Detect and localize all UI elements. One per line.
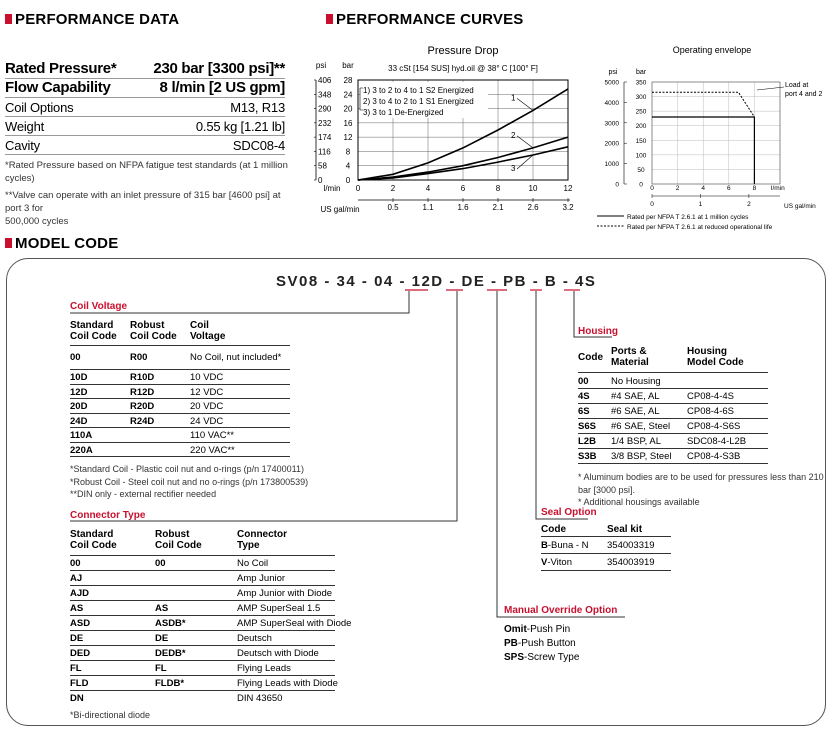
coil-note-3: **DIN only - external rectifier needed (70, 489, 217, 499)
bar-tick-label: 16 (343, 118, 353, 128)
connector-row-rule (70, 570, 335, 571)
coil-std-code: 110A (70, 430, 93, 441)
load-note-2: port 4 and 2 (785, 91, 823, 98)
connector-type-value: Deutsch with Diode (237, 648, 319, 659)
coil-std-code: 00 (70, 352, 81, 363)
coil-voltage-value: No Coil, nut included* (190, 352, 282, 363)
coil-row-rule (70, 442, 290, 443)
coil-voltage-value: 24 VDC (190, 415, 224, 427)
seal-code-header: Code (541, 524, 566, 535)
housing-ports-material: No Housing (611, 376, 661, 387)
coil-std-header: Standard Coil Code (70, 320, 117, 342)
env-gal-tick-label: 2 (747, 201, 751, 208)
psi-tick-label: 290 (318, 104, 332, 114)
env-x-tick-label: 6 (726, 185, 731, 192)
connector-row-rule (70, 690, 335, 691)
housing-ports-material: #4 SAE, AL (611, 391, 660, 402)
psi-tick-label: 0 (318, 176, 323, 185)
bar-tick-label: 28 (343, 76, 353, 85)
gal-tick-label: 1.1 (422, 203, 434, 212)
bar-tick-label: 24 (343, 90, 353, 100)
connector-std-code: FLD (70, 678, 89, 689)
psi-tick-label: 58 (318, 161, 327, 171)
envelope-title: Operating envelope (672, 45, 752, 55)
conn-type-header: Connector Type (237, 529, 287, 551)
env-gal-tick-label: 0 (650, 201, 654, 208)
env-bar-tick-label: 50 (637, 166, 645, 174)
override-option: Omit-Push Pin (504, 624, 571, 635)
connector-std-code: AJD (70, 588, 90, 599)
coil-std-code: 24D (70, 415, 88, 427)
coil-row-rule (70, 384, 290, 385)
env-gal-tick-label: 1 (698, 201, 703, 208)
flow-capability-row: Flow Capability 8 l/min [2 US gpm] (5, 79, 285, 96)
x-tick-label: 2 (390, 184, 396, 193)
bar-tick-label: 20 (343, 104, 353, 114)
connector-robust-code: DEDB* (155, 648, 186, 659)
override-leader (497, 291, 625, 617)
coil-row-rule (70, 398, 290, 399)
legend-item-2: 2) 3 to 4 to 2 to 1 S1 Energized (363, 97, 474, 106)
code-series: SV08 (276, 273, 319, 290)
callout-label-2: 2 (511, 130, 516, 140)
gal-unit-label: US gal/min (320, 205, 360, 214)
housing-code: 6S (578, 406, 590, 417)
weight-row: Weight 0.55 kg [1.21 lb] (5, 119, 285, 134)
bar-tick-label: 8 (345, 147, 351, 157)
housing-ports-material: #6 SAE, AL (611, 406, 660, 417)
housing-row-rule (578, 433, 768, 434)
override-title: Manual Override Option (504, 605, 618, 616)
coil-voltage-value: 220 VAC** (190, 444, 235, 456)
coil-voltage-header: Coil Voltage (190, 320, 226, 342)
env-x-tick-label: 0 (650, 185, 654, 192)
psi-tick-label: 174 (318, 133, 332, 143)
connector-type-value: AMP SuperSeal with Diode (237, 618, 352, 629)
connector-row-rule (70, 675, 335, 676)
connector-row-rule (70, 585, 335, 586)
connector-type-value: AMP SuperSeal 1.5 (237, 603, 321, 614)
seal-header-rule (541, 536, 671, 537)
chart-title: Pressure Drop (427, 45, 499, 57)
psi-tick-label: 116 (318, 147, 331, 157)
env-psi-tick-label: 1000 (604, 161, 619, 169)
coil-row-rule (70, 456, 290, 457)
connector-type-value: DIN 43650 (237, 693, 283, 704)
housing-row-rule (578, 403, 768, 404)
coil-voltage-value: 20 VDC (190, 401, 224, 412)
env-bar-label: bar (635, 69, 647, 76)
seal-row-rule (541, 553, 671, 554)
connector-std-code: AJ (70, 573, 83, 584)
legend-item-3: 3) 3 to 1 De-Energized (363, 108, 444, 117)
performance-curves-heading: PERFORMANCE CURVES (326, 11, 524, 28)
env-bar-tick-label: 300 (635, 94, 647, 102)
env-x-tick-label: 8 (752, 185, 757, 192)
housing-model-header: Housing Model Code (687, 346, 744, 368)
solid-legend-text: Rated per NFPA T 2.6.1 at 1 million cycles (627, 214, 749, 221)
code-function: 34 (336, 273, 357, 290)
connector-std-code: DE (70, 633, 84, 644)
seal-code-desc: V-Viton (541, 557, 572, 568)
x-tick-label: 6 (460, 184, 466, 193)
housing-code: 00 (578, 376, 589, 387)
bar-tick-label: 0 (345, 176, 351, 185)
housing-code: L2B (578, 436, 596, 447)
x-tick-label: 4 (425, 184, 431, 193)
housing-title: Housing (578, 326, 618, 337)
x-tick-label: 10 (528, 184, 538, 193)
coil-std-code: 220A (70, 444, 93, 456)
housing-model-code: CP08-4-S6S (687, 421, 741, 432)
coil-std-code: 10D (70, 372, 88, 383)
connector-std-code: AS (70, 603, 84, 614)
connector-robust-code: FL (155, 663, 167, 674)
housing-note-2: * Additional housings available (578, 497, 700, 507)
env-bar-tick-label: 0 (639, 181, 643, 189)
coil-robust-code: R20D (130, 401, 155, 412)
x-unit-label: l/min (323, 184, 341, 193)
connector-type-value: Amp Junior (237, 573, 286, 584)
gal-tick-label: 2.1 (492, 203, 504, 212)
env-psi-label: psi (608, 69, 618, 76)
housing-ports-material: 3/8 BSP, Steel (611, 451, 672, 462)
code-seal: B (544, 273, 558, 290)
callout-label-3: 3 (511, 164, 516, 173)
env-x-tick-label: 4 (701, 185, 706, 192)
coil-note-1: *Standard Coil - Plastic coil nut and o-rings (p/n 17400011) (70, 464, 304, 474)
callout-label-1: 1 (511, 93, 516, 103)
housing-code: S6S (578, 421, 596, 432)
env-psi-tick-label: 4000 (604, 99, 619, 107)
connector-type-title: Connector Type (70, 510, 146, 521)
coil-std-code: 20D (70, 401, 88, 412)
housing-row-rule (578, 418, 768, 419)
code-connector: DE (461, 273, 486, 290)
legend-item-1: 1) 3 to 2 to 4 to 1 S2 Energized (363, 86, 474, 95)
cavity-row: Cavity SDC08-4 (5, 138, 285, 153)
coil-row-rule (70, 427, 290, 428)
psi-tick-label: 406 (318, 76, 332, 85)
connector-type-value: Deutsch (237, 633, 272, 644)
seal-row-rule (541, 570, 671, 571)
housing-model-code: CP08-4-S3B (687, 451, 741, 462)
connector-type-value: Flying Leads (237, 663, 291, 674)
housing-row-rule (578, 463, 768, 464)
connector-robust-code: 00 (155, 558, 166, 569)
env-x-unit: l/min (771, 185, 785, 192)
code-housing: 4S (575, 273, 597, 290)
performance-data-heading: PERFORMANCE DATA (5, 11, 179, 28)
gal-tick-label: 2.6 (527, 203, 539, 212)
connector-row-rule (70, 615, 335, 616)
coil-voltage-value: 110 VAC** (190, 430, 235, 441)
housing-row-rule (578, 388, 768, 389)
housing-ports-material: #6 SAE, Steel (611, 421, 671, 432)
inlet-pressure-note-cont: 500,000 cycles (5, 216, 69, 227)
override-option: PB-Push Button (504, 638, 576, 649)
env-psi-tick-label: 0 (615, 181, 619, 189)
load-note-1: Load at (785, 82, 809, 89)
coil-header-rule (70, 345, 290, 346)
connector-type-value: No Coil (237, 558, 269, 569)
housing-ports-header: Ports & Material (611, 346, 649, 368)
env-psi-tick-label: 3000 (604, 120, 619, 128)
gal-tick-label: 3.2 (562, 203, 574, 212)
housing-model-code: SDC08-4-L2B (687, 436, 747, 447)
coil-std-code: 12D (70, 386, 88, 398)
housing-code-header: Code (578, 352, 603, 363)
coil-voltage-value: 12 VDC (190, 386, 224, 398)
housing-model-code: CP08-4-4S (687, 391, 734, 402)
x-tick-label: 12 (563, 184, 573, 193)
x-tick-label: 0 (355, 184, 361, 193)
connector-std-code: ASD (70, 618, 91, 629)
housing-ports-material: 1/4 BSP, AL (611, 436, 662, 447)
bar-axis-label: bar (342, 61, 354, 70)
env-bar-tick-label: 100 (635, 152, 647, 160)
coil-notes (70, 463, 308, 501)
connector-std-code: DED (70, 648, 91, 659)
env-bar-tick-label: 200 (635, 123, 647, 131)
rated-pressure-note: *Rated Pressure based on NFPA fatigue test standards (at 1 million cycles) (5, 160, 288, 184)
coil-note-2: *Robust Coil - Steel coil nut and no o-rings (p/n 173800539) (70, 476, 309, 487)
connector-row-rule (70, 630, 335, 631)
psi-axis-label: psi (315, 61, 327, 70)
psi-tick-label: 348 (318, 90, 332, 100)
connector-robust-code: ASDB* (155, 618, 186, 629)
coil-options-row: Coil Options M13, R13 (5, 100, 285, 115)
housing-code: S3B (578, 451, 597, 462)
housing-model-code: CP08-4-6S (687, 406, 734, 417)
gal-tick-label: 1.6 (457, 203, 469, 212)
env-psi-tick-label: 5000 (604, 79, 619, 87)
bar-tick-label: 4 (345, 161, 351, 171)
coil-robust-code: R24D (130, 415, 155, 427)
bar-tick-label: 12 (343, 133, 353, 143)
psi-tick-label: 232 (318, 118, 332, 128)
chart-subtitle: 33 cSt [154 SUS] hyd.oil @ 38° C [100° F] (388, 64, 538, 73)
code-config: 04 (374, 273, 394, 290)
conn-std-header: Standard Coil Code (70, 529, 117, 551)
code-override: PB (503, 273, 528, 290)
seal-code-desc: B-Buna - N (541, 540, 589, 551)
connector-type-value: Flying Leads with Diode (237, 678, 338, 689)
env-bar-tick-label: 350 (635, 79, 647, 87)
override-option: SPS-Screw Type (504, 652, 580, 663)
env-x-tick-label: 2 (675, 185, 680, 192)
housing-row-rule (578, 448, 768, 449)
connector-robust-code: DE (155, 633, 169, 644)
housing-header-rule (578, 372, 768, 373)
connector-std-code: DN (70, 693, 84, 704)
env-bar-tick-label: 150 (635, 137, 647, 145)
conn-robust-header: Robust Coil Code (155, 529, 202, 551)
connector-std-code: FL (70, 663, 82, 674)
connector-row-rule (70, 660, 335, 661)
coil-robust-code: R00 (130, 352, 148, 363)
coil-robust-code: R12D (130, 386, 155, 398)
connector-std-code: 00 (70, 558, 81, 569)
model-code-heading: MODEL CODE (5, 235, 118, 252)
coil-voltage-title: Coil Voltage (70, 301, 128, 312)
conn-header-rule (70, 555, 335, 556)
env-psi-tick-label: 2000 (604, 140, 619, 148)
gal-tick-label: 0.5 (387, 203, 399, 212)
env-bar-tick-label: 250 (635, 108, 647, 116)
connector-type-value: Amp Junior with Diode (237, 588, 333, 599)
env-gal-unit: US gal/min (784, 203, 816, 210)
x-tick-label: 8 (495, 184, 501, 193)
inlet-pressure-note: **Valve can operate with an inlet pressure of 315 bar [4600 psi] at port 3 for (5, 190, 281, 214)
connector-row-rule (70, 600, 335, 601)
coil-row-rule (70, 413, 290, 414)
model-code-string: SV08 - 34 - 04 - 12D - DE - PB - B - 4S (276, 273, 597, 290)
connector-row-rule (70, 645, 335, 646)
coil-robust-code: R10D (130, 372, 155, 383)
seal-option-title: Seal Option (541, 507, 597, 518)
housing-notes (578, 471, 835, 509)
seal-kit-number: 354003919 (607, 557, 655, 568)
rated-pressure-row: Rated Pressure* 230 bar [3300 psi]** (5, 60, 285, 77)
housing-note-1: * Aluminum bodies are to be used for pressures less than 210 bar [3000 psi]. (578, 472, 824, 495)
housing-code: 4S (578, 391, 590, 402)
seal-kit-number: 354003319 (607, 540, 655, 551)
dashed-legend-text: Rated per NFPA T 2.6.1 at reduced operational life (627, 224, 773, 231)
coil-voltage-value: 10 VDC (190, 372, 224, 383)
connector-robust-code: FLDB* (155, 678, 185, 689)
connector-note: *Bi-directional diode (70, 710, 151, 720)
connector-robust-code: AS (155, 603, 169, 614)
code-coil-voltage: 12D (411, 273, 444, 290)
seal-kit-header: Seal kit (607, 524, 643, 535)
coil-row-rule (70, 369, 290, 370)
coil-robust-header: Robust Coil Code (130, 320, 177, 342)
